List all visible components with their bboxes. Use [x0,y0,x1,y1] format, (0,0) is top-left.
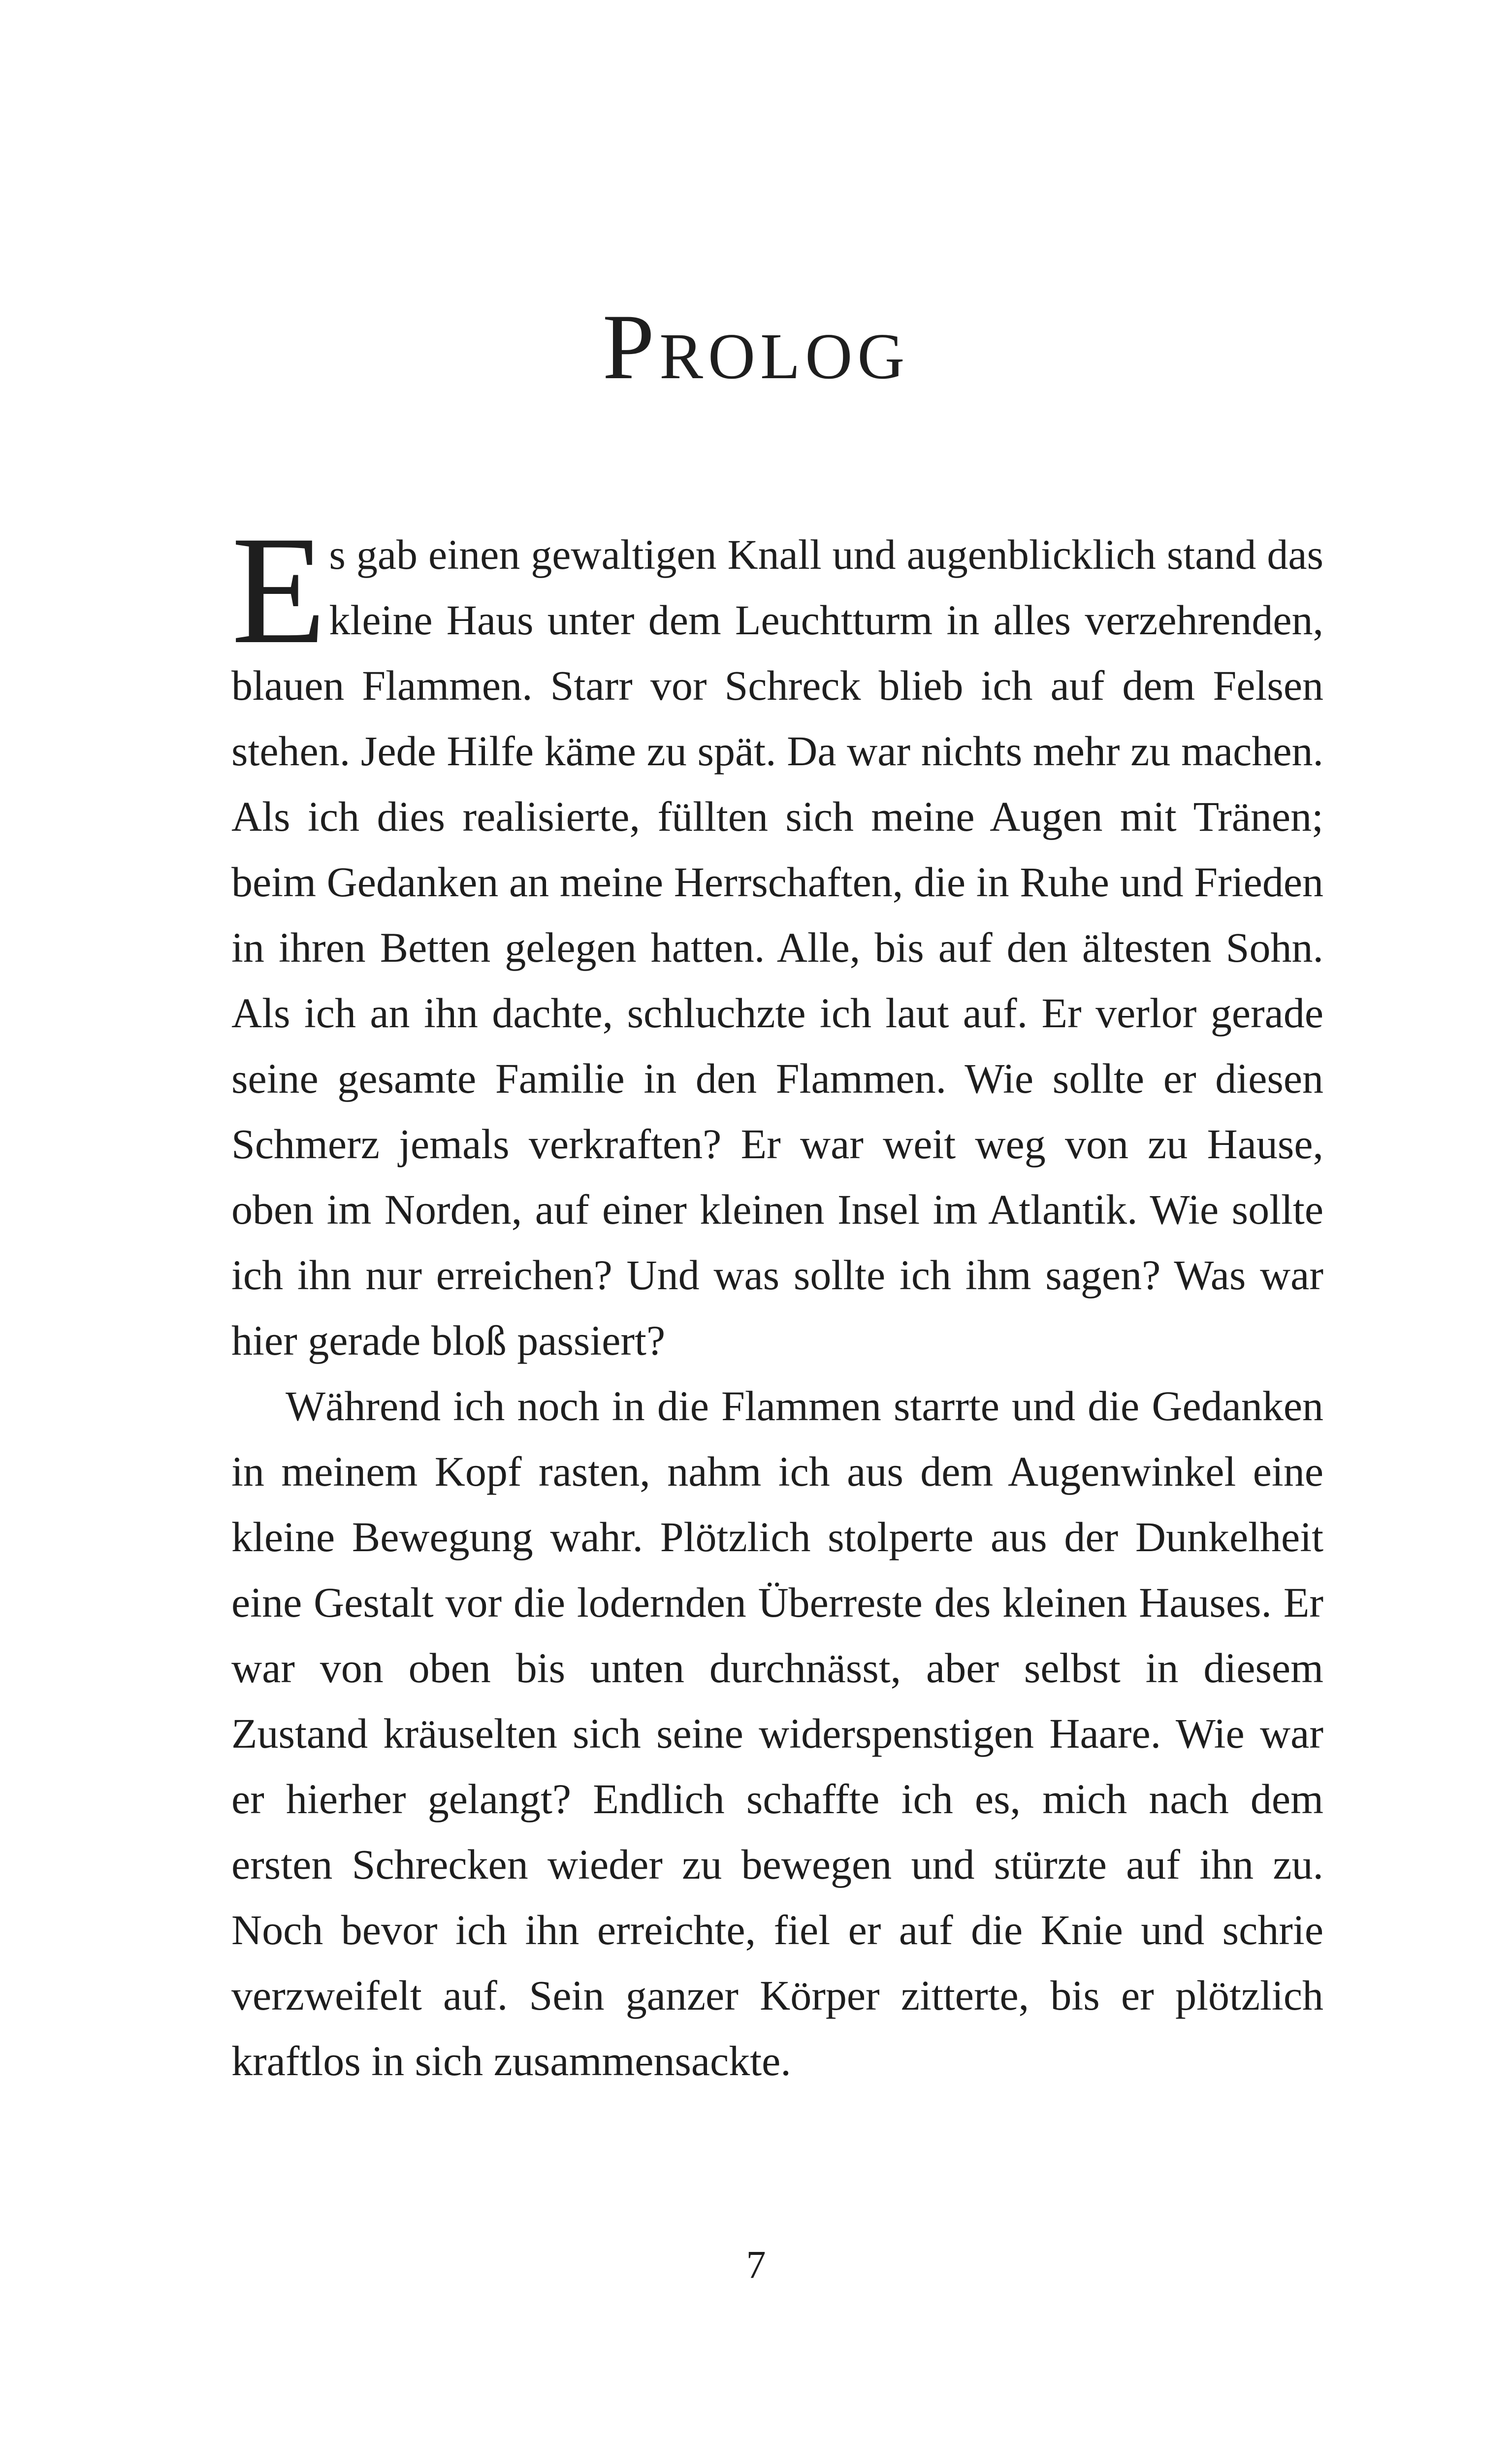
paragraph-2: Während ich noch in die Flammen starrte und die Gedanken in meinem Kopf rasten, nahm ich aus dem Augenwinkel eine kleine Bewegung wahr. Plötzlich stolperte aus der Dunkelheit eine Gestalt vor die lodernden Überreste des kleinen Hauses. Er war von oben bis unten durchnässt, aber selbst in diesem Zustand kräuselten sich seine widerspenstigen Haare. Wie war er hierher gelangt? Endlich schaffte ich es, mich nach dem ersten Schrecken wieder zu bewegen und stürzte auf ihn zu. Noch bevor ich ihn erreichte, fiel er auf die Knie und schrie verzweifelt auf. Sein ganzer Körper zitterte, bis er plötzlich kraftlos in sich zusammensackte. [231,1382,1323,2085]
chapter-body [231,504,1323,2094]
paragraph-1 [231,504,1323,1373]
chapter-title: Prolog [602,295,910,399]
page-number: 7 [746,2244,766,2287]
paragraph-1-text: s gab einen gewaltigen Knall und augenblicklich stand das kleine Haus unter dem Leuchtturm in alles verzehrenden, blauen Flammen. Starr vor Schreck blieb ich auf dem Felsen stehen. Jede Hilfe käme zu spät. Da war nichts mehr zu machen. Als ich dies realisierte, füllten sich meine Augen mit Tränen; beim Gedanken an meine Herrschaften, die in Ruhe und Frieden in ihren Betten gelegen hatten. Alle, bis auf den ältesten Sohn. Als ich an ihn dachte, schluchzte ich laut auf. Er verlor gerade seine gesamte Familie in den Flammen. Wie sollte er diesen Schmerz jemals verkraften? Er war weit weg von zu Hause, oben im Norden, auf einer kleinen Insel im Atlantik. Wie sollte ich ihn nur erreichen? Und was sollte ich ihm sagen? Was war hier gerade bloß passiert? [231,531,1323,1364]
drop-cap: E [231,504,326,676]
